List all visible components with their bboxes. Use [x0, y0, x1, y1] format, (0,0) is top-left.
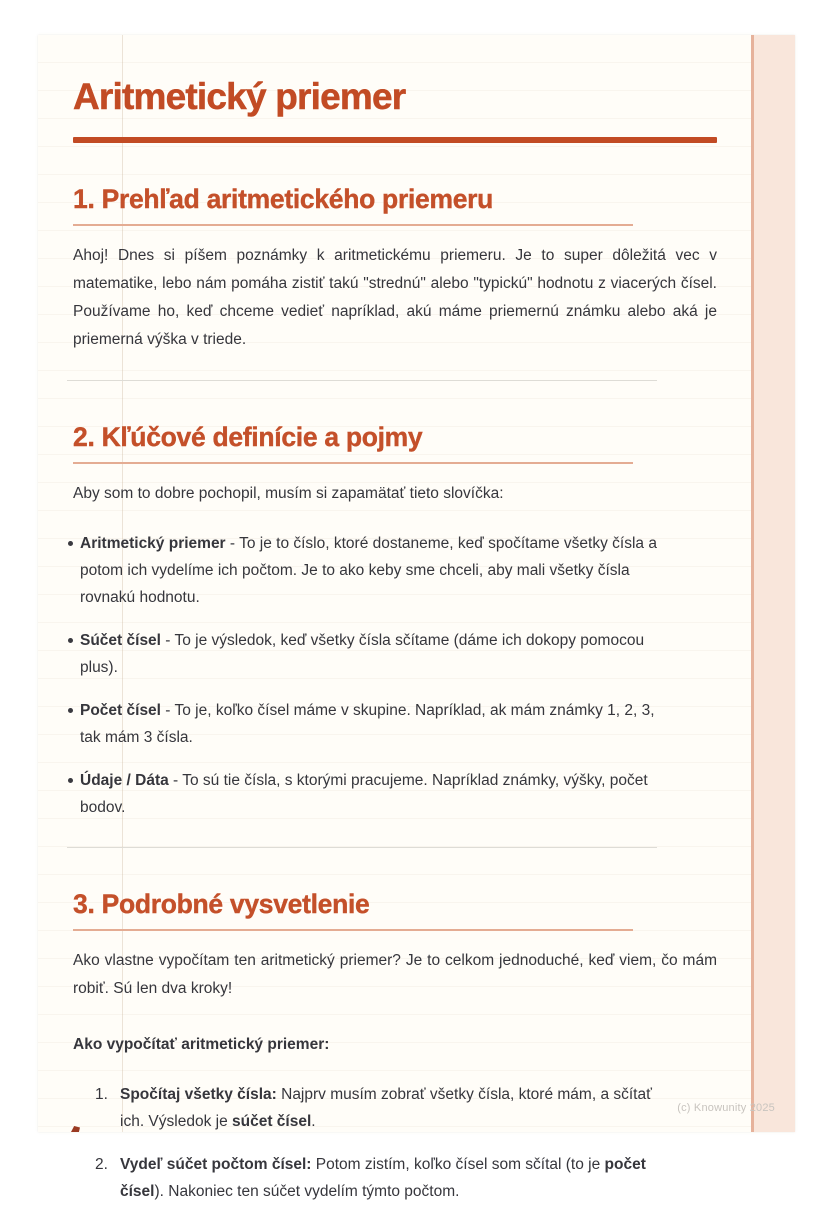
section-explanation-heading: 3. Podrobné vysvetlenie	[73, 889, 370, 919]
list-item-text: Údaje / Dáta - To sú tie čísla, s ktorými pracujeme. Napríklad známky, výšky, počet bodov.	[80, 772, 648, 816]
section-overview-paragraph: Ahoj! Dnes si píšem poznámky k aritmetickému priemeru. Je to super dôležitá vec v matematike, lebo nám pomáha zistiť takú "strednú" alebo "typickú" hodnotu z viacerých čísel. Používame ho, keď chceme vedieť napríklad, akú máme priemernú známku alebo aká je priemerná výška v triede.	[73, 247, 717, 348]
definitions-list	[73, 530, 717, 821]
list-item-text: Spočítaj všetky čísla: Najprv musím zobrať všetky čísla, ktoré mám, a sčítať ich. Výsledok je súčet čísel.	[120, 1086, 652, 1130]
section-overview-underline	[73, 224, 633, 226]
steps-list	[73, 1081, 717, 1205]
list-item-text: Súčet čísel - To je výsledok, keď všetky čísla sčítame (dáme ich dokopy pomocou plus).	[80, 632, 645, 676]
section-definitions	[73, 421, 717, 821]
list-item	[73, 1151, 673, 1205]
document-card	[38, 35, 795, 1200]
section-overview	[73, 183, 717, 354]
section-divider	[67, 380, 657, 381]
title-rule	[73, 137, 717, 143]
section-explanation-paragraph: Ako vlastne vypočítam ten aritmetický priemer? Je to celkom jednoduché, keď viem, čo mám robiť. Sú len dva kroky!	[73, 952, 717, 997]
section-divider	[67, 847, 657, 848]
section-definitions-intro: Aby som to dobre pochopil, musím si zapamätať tieto slovíčka:	[73, 485, 504, 502]
bullet-icon	[68, 638, 73, 643]
section-definitions-heading: 2. Kľúčové definície a pojmy	[73, 422, 423, 452]
section-definitions-underline	[73, 462, 633, 464]
list-item-text: Počet čísel - To je, koľko čísel máme v skupine. Napríklad, ak mám známky 1, 2, 3, tak mám 3 čísla.	[80, 702, 655, 746]
list-item	[73, 767, 673, 821]
steps-heading: Ako vypočítať aritmetický priemer:	[73, 1036, 330, 1053]
section-explanation-underline	[73, 929, 633, 931]
bullet-icon	[68, 708, 73, 713]
section-explanation	[73, 888, 717, 1205]
bullet-icon	[68, 778, 73, 783]
list-item	[73, 1081, 673, 1135]
document-content	[38, 35, 795, 1205]
list-item	[73, 530, 673, 611]
list-item	[73, 697, 673, 751]
list-item-text: Vydeľ súčet počtom čísel: Potom zistím, koľko čísel som sčítal (to je počet čísel). Nakoniec ten súčet vydelím týmto počtom.	[120, 1156, 646, 1200]
watermark: (c) Knowunity 2025	[677, 1102, 775, 1114]
step-number: 2.	[95, 1156, 108, 1173]
section-overview-heading: 1. Prehľad aritmetického priemeru	[73, 184, 494, 214]
list-item-text: Aritmetický priemer - To je to číslo, ktoré dostaneme, keď spočítame všetky čísla a potom ich vydelíme ich počtom. Je to ako keby sme chceli, aby mali všetky čísla rovnakú hodnotu.	[80, 535, 657, 606]
step-number: 1.	[95, 1086, 108, 1103]
list-item	[73, 627, 673, 681]
page-title: Aritmetický priemer	[73, 76, 406, 117]
bullet-icon	[68, 541, 73, 546]
